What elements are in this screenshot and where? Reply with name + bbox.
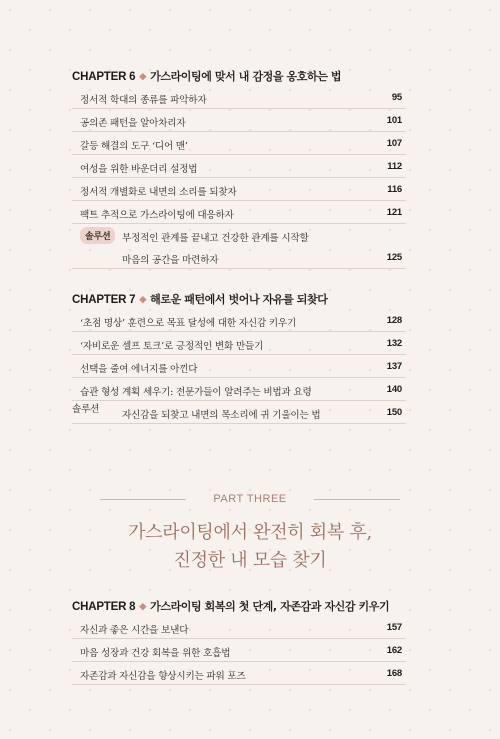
toc-row-page: 168 xyxy=(386,668,402,679)
toc-row[interactable] xyxy=(72,109,406,132)
chapter-6-heading xyxy=(72,68,412,84)
toc-row-title: 여성을 위한 바운더리 설정법 xyxy=(80,164,198,175)
toc-row-page: 150 xyxy=(386,407,402,418)
chapter-title: 가스라이팅 회복의 첫 단계, 자존감과 자신감 키우기 xyxy=(150,600,390,613)
toc-row-title-cont: 마음의 공간을 마련하자 xyxy=(122,255,219,266)
toc-row-title: 자신감을 되찾고 내면의 목소리에 귀 기울이는 법 xyxy=(122,410,321,421)
part-label: PART THREE xyxy=(213,493,287,505)
toc-row-page: 128 xyxy=(386,315,402,326)
toc-row-page: 162 xyxy=(386,645,402,656)
chapter-label: CHAPTER 6 xyxy=(72,71,136,83)
toc-row[interactable] xyxy=(72,178,406,201)
toc-row-title: 정서적 개별화로 내면의 소리를 되찾자 xyxy=(80,187,237,198)
toc-row-page: 116 xyxy=(387,184,402,195)
toc-row-page: 121 xyxy=(386,207,402,218)
toc-row-page: 157 xyxy=(386,622,402,633)
toc-row[interactable] xyxy=(72,155,406,178)
toc-row[interactable] xyxy=(72,309,406,332)
toc-row-title: 공의존 패턴을 알아차리자 xyxy=(80,118,186,129)
chapter-8-list xyxy=(72,616,406,685)
chapter-6-list xyxy=(72,86,406,269)
chapter-7-list xyxy=(72,309,406,424)
toc-row-page: 137 xyxy=(386,361,402,372)
chapter-label: CHAPTER 7 xyxy=(72,294,136,306)
toc-row-title: 자존감과 자신감을 향상시키는 파워 포즈 xyxy=(80,671,246,682)
toc-row-page: 95 xyxy=(391,92,402,103)
toc-row-title: ‘자비로운 셀프 토크’로 긍정적인 변화 만들기 xyxy=(80,341,264,352)
chapter-title: 가스라이팅에 맞서 내 감정을 옹호하는 법 xyxy=(150,70,342,83)
toc-row[interactable] xyxy=(72,639,406,662)
toc-row-title: 자신과 좋은 시간을 보낸다 xyxy=(80,625,189,636)
chapter-7-heading xyxy=(72,291,412,307)
chapter-8-heading xyxy=(72,598,412,614)
toc-row[interactable] xyxy=(72,355,406,378)
chapter-label: CHAPTER 8 xyxy=(72,601,136,613)
toc-row[interactable] xyxy=(72,616,406,639)
solution-badge: 솔루션 xyxy=(72,404,100,415)
toc-row-solution[interactable] xyxy=(72,224,406,269)
toc-row-title: ‘초점 명상’ 훈련으로 목표 달성에 대한 자신감 키우기 xyxy=(80,318,297,329)
toc-row[interactable] xyxy=(72,132,406,155)
toc-row-title: 습관 형성 계획 세우기: 전문가들이 알려주는 비법과 요령 xyxy=(80,387,312,398)
diamond-icon: ◆ xyxy=(139,294,147,304)
divider-line xyxy=(314,499,400,500)
diamond-icon: ◆ xyxy=(139,601,147,611)
part-title-line2: 진정한 내 모습 찾기 xyxy=(173,550,327,571)
toc-row-title: 정서적 학대의 종류를 파악하자 xyxy=(80,95,207,106)
part-title-line1: 가스라이팅에서 완전히 회복 후, xyxy=(128,522,372,543)
toc-row-page: 107 xyxy=(386,138,402,149)
solution-badge: 솔루션 xyxy=(80,227,115,244)
toc-row-title: 선택을 줄여 에너지를 아낀다 xyxy=(80,364,198,375)
toc-row-title: 마음 성장과 건강 회복을 위한 호흡법 xyxy=(80,648,231,659)
part-divider xyxy=(100,490,400,510)
toc-row[interactable] xyxy=(72,201,406,224)
toc-row-solution[interactable] xyxy=(72,401,406,424)
toc-row-page: 112 xyxy=(387,161,402,172)
diamond-icon: ◆ xyxy=(139,71,147,81)
toc-row-title: 팩트 추적으로 가스라이팅에 대응하자 xyxy=(80,210,234,221)
toc-row[interactable] xyxy=(72,662,406,685)
toc-row[interactable] xyxy=(72,378,406,401)
chapter-title: 해로운 패턴에서 벗어나 자유를 되찾다 xyxy=(150,293,328,306)
toc-row-title: 부정적인 관계를 끝내고 건강한 관계를 시작할 xyxy=(122,233,309,244)
toc-row[interactable] xyxy=(72,332,406,355)
toc-row-page: 101 xyxy=(386,115,402,126)
toc-row[interactable] xyxy=(72,86,406,109)
toc-row-page: 125 xyxy=(386,252,402,263)
toc-row-title: 갈등 해결의 도구 ‘디어 맨’ xyxy=(80,141,188,152)
toc-row-page: 140 xyxy=(386,384,402,395)
toc-row-page: 132 xyxy=(386,338,402,349)
